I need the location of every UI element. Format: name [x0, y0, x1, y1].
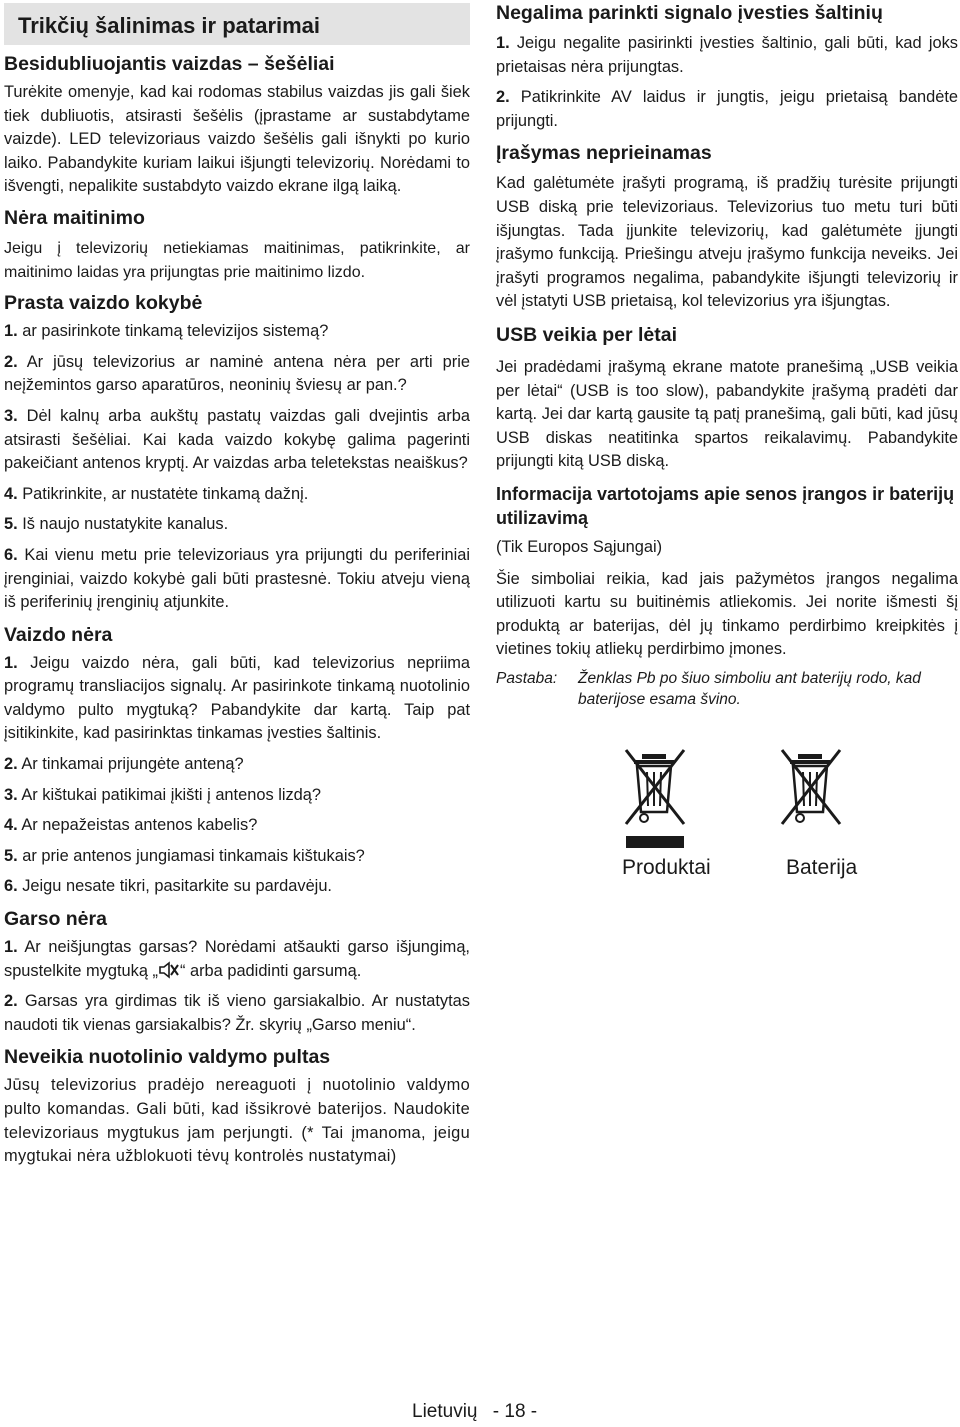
- section-heading: Neveikia nuotolinio valdymo pultas: [4, 1046, 331, 1069]
- section-heading: Besidubliuojantis vaizdas – šešėliai: [4, 53, 335, 75]
- list-item: 6. Jeigu nesate tikri, pasitarkite su pardavėju.: [4, 877, 332, 896]
- list-item: 1. Jeigu negalite pasirinkti įvesties šaltinio, gali būti, kad joks prietaisas nėra prijungtas.: [496, 34, 958, 76]
- section-body: Turėkite omenyje, kad kai rodomas stabilus vaizdas jis gali šiek tiek dubliuotis, atsirasti šešėlis (įprastame ar sustabdytame vaizde). LED televizoriaus vaizdo šešėlis gali išnykti po kurio laiko. Pabandykite kuriam laikui išjungti televizorių. Norėdami to išvengti, nepalikite sustabdyto vaizdo ekrane ilgą laiką.: [4, 83, 470, 196]
- section-heading: Nėra maitinimo: [4, 206, 145, 229]
- crossed-bin-icon-battery: [778, 746, 844, 830]
- list-item: 2. Garsas yra girdimas tik iš vieno garsiakalbio. Ar nustatytas naudoti tik vienas garsiakalbis? Žr. skyrių „Garso meniu“.: [4, 992, 470, 1034]
- crossed-bin-icon-product: [622, 746, 688, 854]
- footer-language: Lietuvių: [412, 1401, 478, 1422]
- section-subtitle: (Tik Europos Sąjungai): [496, 537, 663, 556]
- section-no-source: [496, 0, 958, 133]
- note: [496, 668, 958, 710]
- section-heading: Negalima parinkti signalo įvesties šaltinių: [496, 2, 883, 24]
- list-item: 4. Patikrinkite, ar nustatėte tinkamą dažnį.: [4, 484, 309, 503]
- section-no-sound: [4, 906, 470, 1037]
- page-title: Trikčių šalinimas ir patarimai: [4, 3, 470, 45]
- section-body: Jūsų televizorius pradėjo nereaguoti į nuotolinio valdymo pulto komandas. Gali būti, kad išsikrovė baterijos. Naudokite televizoriaus mygtukus jam perjungti. (* Tai įmanoma, jeigu mygtukai nėra užblokuoti tėvų kontrolės nustatymai): [4, 1076, 470, 1166]
- section-heading: Garso nėra: [4, 908, 107, 931]
- list-item: 2. Ar tinkamai prijungėte anteną?: [4, 755, 244, 774]
- section-poor-picture: [4, 290, 470, 615]
- list-item: 2. Patikrinkite AV laidus ir jungtis, jeigu prietaisą bandėte prijungti.: [496, 88, 958, 130]
- section-heading: USB veikia per lėtai: [496, 323, 678, 346]
- mute-icon: [158, 961, 180, 979]
- note-label: Pastaba:: [496, 669, 558, 687]
- list-item: 3. Dėl kalnų arba aukštų pastatų vaizdas gali dvejintis arba atsirasti šešėliai. Kai kada vaizdo kokybę galima pagerinti pakeičiant antenos kryptį. Ar vaizdas arba teletekstas neaiškus?: [4, 406, 470, 473]
- caption-battery: Baterija: [786, 855, 858, 879]
- section-body: Jei pradėdami įrašymą ekrane matote pranešimą „USB veikia per lėtai“ (USB is too slow), pabandykite įrašymą pradėti dar kartą. Jei dar kartą gausite tą patį pranešimą, gali būti, kad jūsų USB diskas neatitinka spartos reikalavimų. Pabandykite prijungti kitą USB diską.: [496, 357, 958, 471]
- section-heading: Informacija vartotojams apie senos įrangos ir baterijų utilizavimą: [496, 483, 955, 528]
- section-body: Jeigu į televizorių netiekiamas maitinimas, patikrinkite, ar maitinimo laidas yra prijungtas prie maitinimo lizdo.: [4, 239, 470, 281]
- list-item: 5. ar prie antenos jungiamasi tinkamais kištukais?: [4, 846, 365, 865]
- list-item: 2. Ar jūsų televizorius ar naminė antena nėra per arti prie neįžemintos garso aparatūros, neoninių šviesų ar pan.?: [4, 352, 470, 395]
- section-recording-unavailable: [496, 140, 958, 314]
- section-heading: Prasta vaizdo kokybė: [4, 292, 203, 315]
- section-heading: Įrašymas neprieinamas: [496, 142, 712, 165]
- section-no-power: [4, 205, 470, 284]
- list-item: 5. Iš naujo nustatykite kanalus.: [4, 515, 229, 534]
- section-usb-slow: [496, 322, 958, 474]
- page-footer: [412, 1400, 537, 1424]
- caption-product: Produktai: [622, 855, 711, 879]
- list-item: 1. Ar neišjungtas garsas? Norėdami atšaukti garso išjungimą, spustelkite mygtuką „ “ arba padidinti garsumą.: [4, 938, 470, 980]
- list-item: 4. Ar nepažeistas antenos kabelis?: [4, 816, 258, 835]
- footer-page-number: - 18 -: [492, 1401, 538, 1422]
- section-body: Šie simboliai reikia, kad jais pažymėtos įrangos negalima utilizuoti kartu su buitinėmis atliekomis. Jei norite išmesti šį produktą ar baterijas, dėl jų tinkamo perdirbimo kreipkitės į vietines tokių atliekų perdirbimo įmones.: [496, 569, 958, 659]
- list-item: 6. Kai vienu metu prie televizoriaus yra prijungti du periferiniai įrenginiai, vaizdo kokybė gali būti prastesnė. Tokiu atveju vieną iš periferinių įrenginių atjunkite.: [4, 545, 470, 612]
- section-disposal-info: [496, 482, 958, 896]
- right-column: [496, 0, 958, 902]
- section-ghosting: [4, 51, 470, 199]
- note-text: Ženklas Pb po šiuo simboliu ant baterijų rodo, kad baterijose esama švino.: [578, 669, 921, 708]
- list-item: 3. Ar kištukai patikimai įkišti į antenos lizdą?: [4, 785, 322, 804]
- left-column: [4, 0, 470, 1175]
- list-item: 1. Jeigu vaizdo nėra, gali būti, kad televizorius nepriima programų transliacijos signalų. Ar pasirinkote tinkamą nuotolinio valdymo pulto mygtuką? Pabandykite dar kartą. Taip pat įsitikinkite, kad pasirinktas tinkamas įvesties šaltinis.: [4, 653, 470, 743]
- section-heading: Vaizdo nėra: [4, 623, 113, 646]
- disposal-symbols: [496, 746, 958, 896]
- section-remote-not-working: [4, 1044, 470, 1168]
- list-item: 1. ar pasirinkote tinkamą televizijos sistemą?: [4, 322, 329, 341]
- section-no-picture: [4, 622, 470, 899]
- section-body: Kad galėtumėte įrašyti programą, iš pradžių turėsite prijungti USB diską prie televizoriaus. Televizorius tuo metu turi būti išjungtas. Tada įjunkite televizorių, kad galėtumėte įjungti įrašymo funkciją. Priešingu atveju įrašymo funkcija neveiks. Jei įrašyti programos negalima, pabandykite išjungti televizorių ir vėl įstatyti USB prietaisą, kol televizorius yra išjungtas.: [496, 174, 958, 311]
